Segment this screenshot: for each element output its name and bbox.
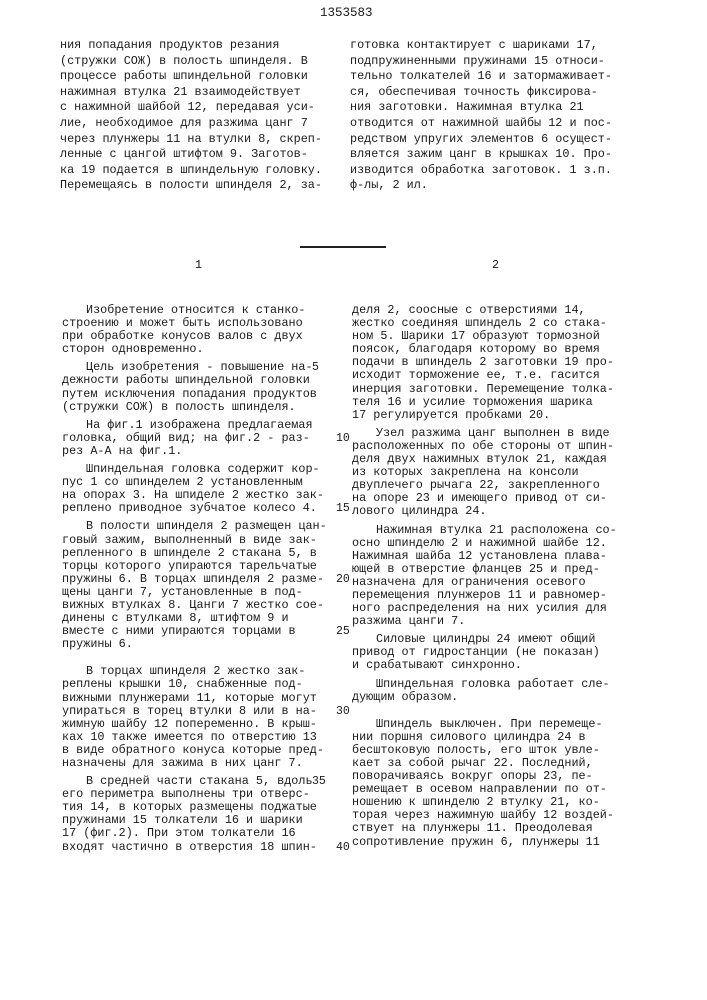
text-line: подпружиненными пружинами 15 относи- (350, 54, 612, 70)
line-text: деля 2, соосные с отверстиями 14, (352, 303, 586, 317)
text-line: ния заготовки. Нажимная втулка 21 (350, 100, 612, 116)
line-text: входят частично в отверстия 18 шпин- (62, 840, 317, 854)
line-text: путем исключения попадания продуктов (62, 387, 317, 401)
text-line: ка 19 подается в шпиндельную головку. (60, 163, 322, 179)
line-text: исходит торможение ее, т.е. гасится (352, 368, 600, 382)
text-line: ленные с цангой штифтом 9. Заготов- (60, 147, 322, 163)
paragraph (352, 678, 692, 704)
line-text: Шпиндельная головка работает сле- (376, 677, 610, 691)
line-text: щены цанги 7, установленные в под- (62, 585, 303, 599)
text-line (62, 757, 362, 770)
line-text: вместе с ними упираются торцами в (62, 624, 296, 638)
paragraph (62, 361, 362, 413)
line-text: ках 10 также имеется по отверстию 13 (62, 730, 317, 744)
paragraph (62, 520, 362, 651)
line-text: поясок, благодаря которому во время (352, 342, 600, 356)
line-text: динены с втулками 8, штифтом 9 и (62, 611, 289, 625)
column-number-2: 2 (492, 258, 499, 272)
text-line (352, 691, 692, 704)
line-text: сопротивление пружин 6, плунжеры 11 (352, 835, 600, 849)
line-text: ствует на плунжеры 11. Преодолевая (352, 821, 593, 835)
line-text: в виде обратного конуса которые пред- (62, 743, 324, 757)
line-text: жестко соединяя шпиндель 2 со стака- (352, 316, 607, 330)
line-text: Нажимная втулка 21 расположена со- (376, 523, 617, 537)
text-line (62, 502, 362, 515)
line-text: перемещения плунжеров 11 и равномер- (352, 588, 607, 602)
line-text: Изобретение относится к станко- (86, 303, 305, 317)
line-text: на опорах 3. На шпиделе 2 жестко зак- (62, 488, 324, 502)
line-text: В средней части стакана 5, вдоль (86, 774, 313, 788)
line-text: реплено приводное зубчатое колесо 4. (62, 501, 317, 515)
line-text: торая через нажимную шайбу 12 воздей- (352, 808, 614, 822)
line-text: разжима цанги 7. (352, 614, 465, 628)
paragraph (352, 633, 692, 672)
line-text: его периметра выполнены три отверс- (62, 787, 310, 801)
line-text: строению и может быть использовано (62, 316, 303, 330)
text-line (62, 445, 362, 458)
line-text: инерция заготовки. Перемещение толка- (352, 382, 614, 396)
line-text: головка, общий вид; на фиг.2 - раз- (62, 431, 310, 445)
line-text: назначена для ограничения осевого (352, 575, 586, 589)
abstract-left-column (60, 38, 322, 194)
text-line (62, 401, 362, 414)
text-line: лие, необходимое для разжима цанг 7 (60, 116, 322, 132)
line-text: двуплечего рычага 22, закрепленного (352, 478, 600, 492)
line-text: Силовые цилиндры 24 имеют общий (376, 632, 595, 646)
patent-number: 1353583 (320, 6, 373, 20)
line-text: 17 (фиг.2). При этом толкатели 16 (62, 826, 296, 840)
line-text: торцы которого упираются тарельчатые (62, 559, 317, 573)
line-text: упираться в торец втулки 8 или в на- (62, 704, 317, 718)
line-number: 35 (312, 775, 326, 788)
text-line: ф-лы, 2 ил. (350, 178, 612, 194)
line-number: 5 (312, 361, 319, 374)
line-text: Узел разжима цанг выполнен в виде (376, 426, 610, 440)
line-text: Шпиндельная головка содержит кор- (86, 462, 320, 476)
paragraph (352, 304, 692, 422)
text-line (352, 505, 692, 518)
line-text: Цель изобретения - повышение на- (86, 360, 313, 374)
text-line: через плунжеры 11 на втулки 8, скреп- (60, 132, 322, 148)
line-text: пружины 6. (62, 637, 133, 651)
line-text: На фиг.1 изображена предлагаемая (86, 418, 313, 432)
text-line: готовка контактирует с шариками 17, (350, 38, 612, 54)
body-left-column (62, 304, 362, 854)
text-line (352, 659, 692, 672)
line-text: реплены крышки 10, снабженные под- (62, 677, 303, 691)
line-text: тия 14, в которых размещены поджатые (62, 800, 317, 814)
paragraph (62, 665, 362, 770)
line-text: пружины 6. В торцах шпинделя 2 разме- (62, 572, 324, 586)
line-text: Шпиндель выключен. При перемеще- (376, 717, 603, 731)
line-text: ном 5. Шарики 17 образуют тормозной (352, 329, 600, 343)
section-divider (300, 246, 386, 248)
line-text: деля двух нажимных втулок 21, каждая (352, 452, 607, 466)
text-line: с нажимной шайбой 12, передавая уси- (60, 100, 322, 116)
paragraph (352, 427, 692, 519)
line-text: привод от гидростанции (не показан) (352, 645, 600, 659)
text-line: редством упругих элементов 6 осущест- (350, 132, 612, 148)
line-text: назначены для зажима в них цанг 7. (62, 756, 303, 770)
column-number-1: 1 (195, 258, 202, 272)
line-text: рез А-А на фиг.1. (62, 444, 182, 458)
line-text: кает за собой рычаг 22. Последний, (352, 756, 593, 770)
text-line: ния попадания продуктов резания (60, 38, 322, 54)
paragraph (352, 718, 692, 849)
paragraph (62, 304, 362, 356)
line-text: ношению к шпинделю 2 втулку 21, ко- (352, 795, 600, 809)
text-line: ся, обеспечивая точность фиксирова- (350, 85, 612, 101)
line-text: теля 16 и усилие торможения шарика (352, 395, 593, 409)
line-text: пружинами 15 толкатели 16 и шарики (62, 813, 303, 827)
body-right-column (352, 304, 692, 849)
paragraph (62, 775, 362, 854)
line-text: ремещает в осевом направлении по от- (352, 782, 607, 796)
line-number: 20 (336, 573, 350, 586)
text-line: нажимная втулка 21 взаимодействует (60, 85, 322, 101)
text-line: тельно толкателей 16 и затормаживает- (350, 69, 612, 85)
text-line: процессе работы шпиндельной головки (60, 69, 322, 85)
line-text: на опоре 23 и имеющего привод от си- (352, 491, 607, 505)
line-text: расположенных по обе стороны от шпин- (352, 439, 614, 453)
text-line: вляется зажим цанг в крышках 10. Про- (350, 147, 612, 163)
paragraph (62, 419, 362, 458)
line-text: вижными плунжерами 11, которые могут (62, 691, 317, 705)
line-number: 40 (336, 841, 350, 854)
text-line: изводится обработка заготовок. 1 з.п. (350, 163, 612, 179)
text-line (352, 836, 692, 849)
line-text: поворачиваясь вокруг опоры 23, пе- (352, 769, 593, 783)
line-text: В полости шпинделя 2 размещен цан- (86, 519, 327, 533)
line-text: сторон одновременно. (62, 342, 204, 356)
line-number: 30 (336, 705, 350, 718)
line-text: ного распределения на них усилия для (352, 601, 607, 615)
paragraph (352, 524, 692, 629)
text-line (62, 841, 362, 854)
text-line: отводится от нажимной шайбы 12 и пос- (350, 116, 612, 132)
paragraph (62, 463, 362, 515)
line-text: нии поршня силового цилиндра 24 в (352, 730, 586, 744)
line-number: 10 (336, 432, 350, 445)
line-text: вижных втулках 8. Цанги 7 жестко сое- (62, 598, 324, 612)
line-text: (стружки СОЖ) в полость шпинделя. (62, 400, 296, 414)
line-text: жимную шайбу 12 попеременно. В крыш- (62, 717, 317, 731)
line-text: из которых закреплена на консоли (352, 465, 579, 479)
line-text: 17 регулируется пробками 20. (352, 408, 550, 422)
line-text: дежности работы шпиндельной головки (62, 373, 310, 387)
line-text: при обработке конусов валов с двух (62, 329, 303, 343)
text-line (62, 638, 362, 651)
text-line (62, 343, 362, 356)
line-text: пус 1 со шпинделем 2 установленным (62, 475, 303, 489)
line-text: подачи в шпиндель 2 заготовки 19 про- (352, 355, 614, 369)
line-text: дующим образом. (352, 690, 458, 704)
text-line: (стружки СОЖ) в полость шпинделя. В (60, 54, 322, 70)
text-line: Перемещаясь в полости шпинделя 2, за- (60, 178, 322, 194)
line-text: бесштоковую полость, его шток увле- (352, 743, 600, 757)
line-text: Нажимная шайба 12 установлена плава- (352, 549, 607, 563)
line-number: 25 (336, 625, 350, 638)
abstract-right-column (350, 38, 612, 194)
line-text: репленного в шпинделе 2 стакана 5, в (62, 546, 317, 560)
text-line (352, 615, 692, 628)
line-text: и срабатывают синхронно. (352, 658, 522, 672)
line-number: 15 (336, 502, 350, 515)
line-text: осно шпинделю 2 и нажимной шайбе 12. (352, 536, 607, 550)
line-text: говый зажим, выполненный в виде зак- (62, 533, 317, 547)
line-text: ющей в отверстие фланцев 25 и пред- (352, 562, 600, 576)
line-text: лового цилиндра 24. (352, 504, 487, 518)
line-text: В торцах шпинделя 2 жестко зак- (86, 664, 305, 678)
text-line (352, 409, 692, 422)
